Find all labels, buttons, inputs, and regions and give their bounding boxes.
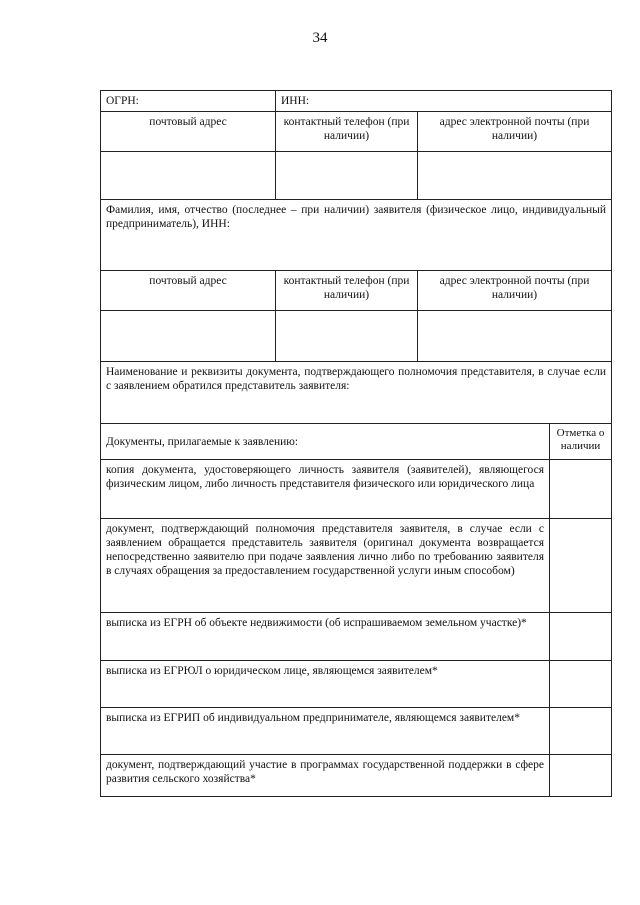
application-form [100, 90, 612, 797]
document-mark-cell[interactable] [550, 755, 611, 796]
document-row [100, 755, 612, 797]
org-contact-headers [100, 112, 612, 152]
document-mark-cell[interactable] [550, 661, 611, 707]
person-contact-values [100, 311, 612, 362]
document-item: выписка из ЕГРЮЛ о юридическом лице, являющемся заявителем* [101, 661, 550, 707]
document-item: документ, подтверждающий участие в программах государственной поддержки в сфере развития сельского хозяйства* [101, 755, 550, 796]
document-mark-cell[interactable] [550, 708, 611, 754]
page-number: 34 [312, 30, 328, 46]
person-email-input[interactable] [418, 311, 611, 361]
document-row [100, 613, 612, 661]
document-row [100, 708, 612, 755]
document-row [100, 661, 612, 708]
org-postal-address-header: почтовый адрес [101, 112, 276, 151]
org-phone-header: контактный телефон (при наличии) [276, 112, 418, 151]
document-mark-cell[interactable] [550, 613, 611, 660]
document-item: выписка из ЕГРН об объекте недвижимости (об испрашиваемом земельном участке)* [101, 613, 550, 660]
mark-header: Отметка о наличии [556, 427, 605, 452]
org-contact-values [100, 152, 612, 200]
person-postal-address-header: почтовый адрес [101, 271, 276, 310]
org-phone-input[interactable] [276, 152, 418, 199]
document-item: выписка из ЕГРИП об индивидуальном предпринимателе, являющемся заявителем* [101, 708, 550, 754]
inn-field[interactable]: ИНН: [281, 95, 310, 107]
document-row [100, 519, 612, 613]
representative-document-field[interactable]: Наименование и реквизиты документа, подтверждающего полномочия представителя, в случае если с заявлением обратился представитель заявителя: [106, 366, 606, 392]
document-item: документ, подтверждающий полномочия представителя заявителя, в случае если с заявлением обращается представитель заявителя (оригинал документа возвращается непосредственно заявителю при подаче заявления лично либо по требованию заявителя в случаях обращения за предоставлением государственной услуги иным способом) [101, 519, 550, 612]
document-mark-cell[interactable] [550, 519, 611, 612]
document-row [100, 460, 612, 519]
person-phone-input[interactable] [276, 311, 418, 361]
documents-header-row [100, 424, 612, 460]
representative-row [100, 362, 612, 424]
org-email-header: адрес электронной почты (при наличии) [439, 116, 590, 142]
document-item: копия документа, удостоверяющего личность заявителя (заявителей), являющегося физическим лицом, либо личность представителя физического или юридического лица [101, 460, 550, 518]
org-email-input[interactable] [418, 152, 611, 199]
person-email-header: адрес электронной почты (при наличии) [439, 275, 590, 301]
ogrn-field[interactable]: ОГРН: [101, 91, 276, 111]
person-name-row [100, 200, 612, 271]
person-phone-header: контактный телефон (при наличии) [276, 271, 418, 310]
person-name-field[interactable]: Фамилия, имя, отчество (последнее – при наличии) заявителя (физическое лицо, индивидуальный предприниматель), ИНН: [106, 204, 606, 230]
documents-header: Документы, прилагаемые к заявлению: [101, 424, 550, 459]
org-postal-address-input[interactable] [101, 152, 276, 199]
ogrn-inn-row [100, 90, 612, 112]
person-postal-address-input[interactable] [101, 311, 276, 361]
document-mark-cell[interactable] [550, 460, 611, 518]
person-contact-headers [100, 271, 612, 311]
